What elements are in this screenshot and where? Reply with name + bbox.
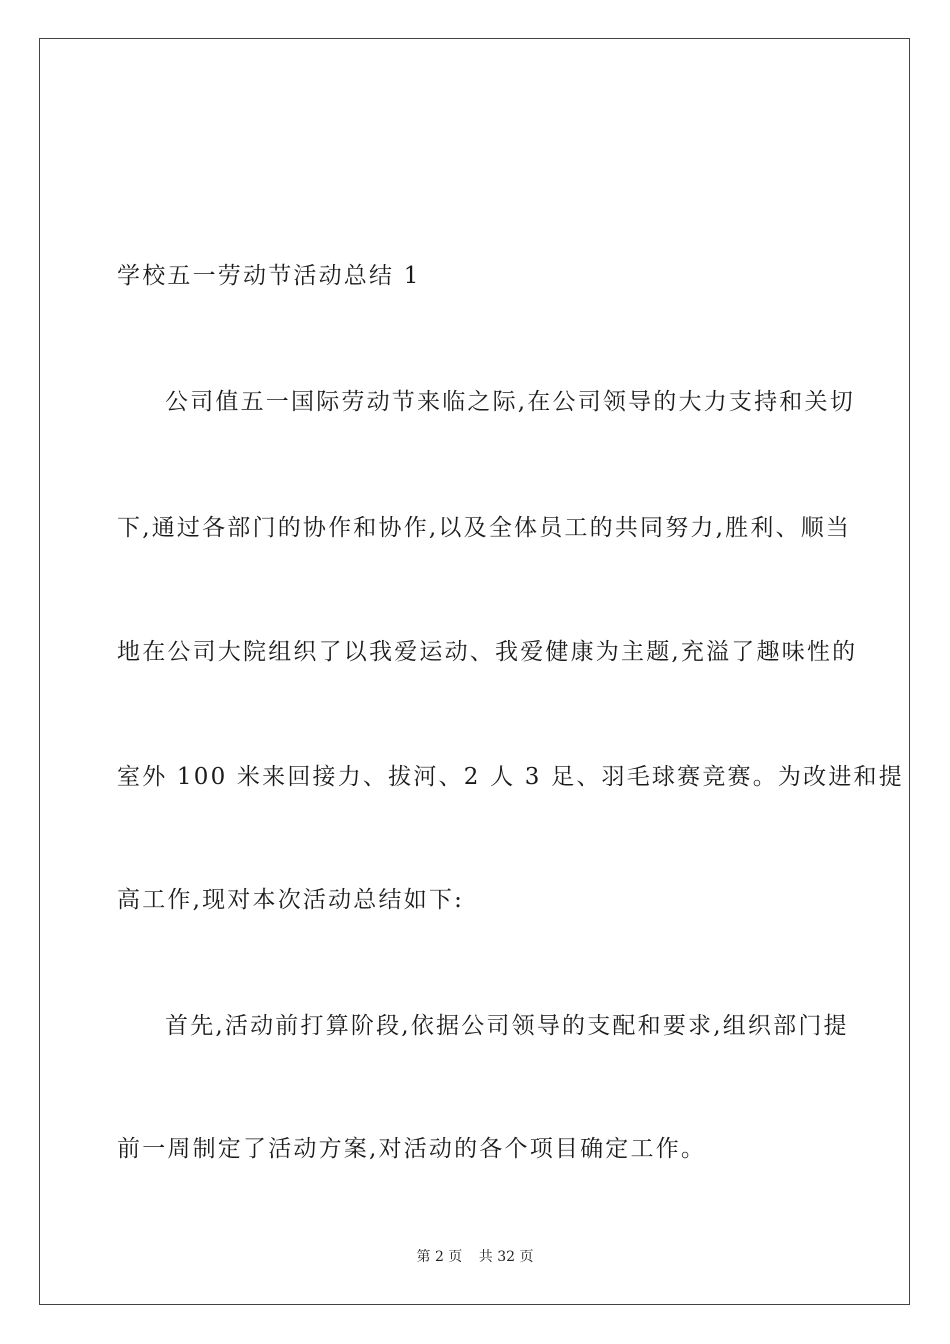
paragraph-line: 高工作,现对本次活动总结如下: bbox=[117, 887, 465, 913]
page-footer bbox=[0, 1248, 950, 1266]
page-border bbox=[39, 38, 910, 1305]
document-title: 学校五一劳动节活动总结 1 bbox=[117, 263, 421, 289]
paragraph-line: 下,通过各部门的协作和协作,以及全体员工的共同努力,胜利、顺当 bbox=[117, 515, 852, 541]
paragraph-line: 室外 100 米来回接力、拔河、2 人 3 足、羽毛球赛竞赛。为改进和提 bbox=[117, 764, 904, 790]
page-number: 第 2 页 bbox=[416, 1249, 463, 1265]
paragraph-line: 公司值五一国际劳动节来临之际,在公司领导的大力支持和关切 bbox=[165, 389, 855, 415]
paragraph-line: 地在公司大院组织了以我爱运动、我爱健康为主题,充溢了趣味性的 bbox=[117, 639, 858, 665]
paragraph-line: 首先,活动前打算阶段,依据公司领导的支配和要求,组织部门提 bbox=[165, 1013, 849, 1039]
page-total: 共 32 页 bbox=[478, 1249, 534, 1265]
paragraph-line: 前一周制定了活动方案,对活动的各个项目确定工作。 bbox=[117, 1136, 707, 1162]
